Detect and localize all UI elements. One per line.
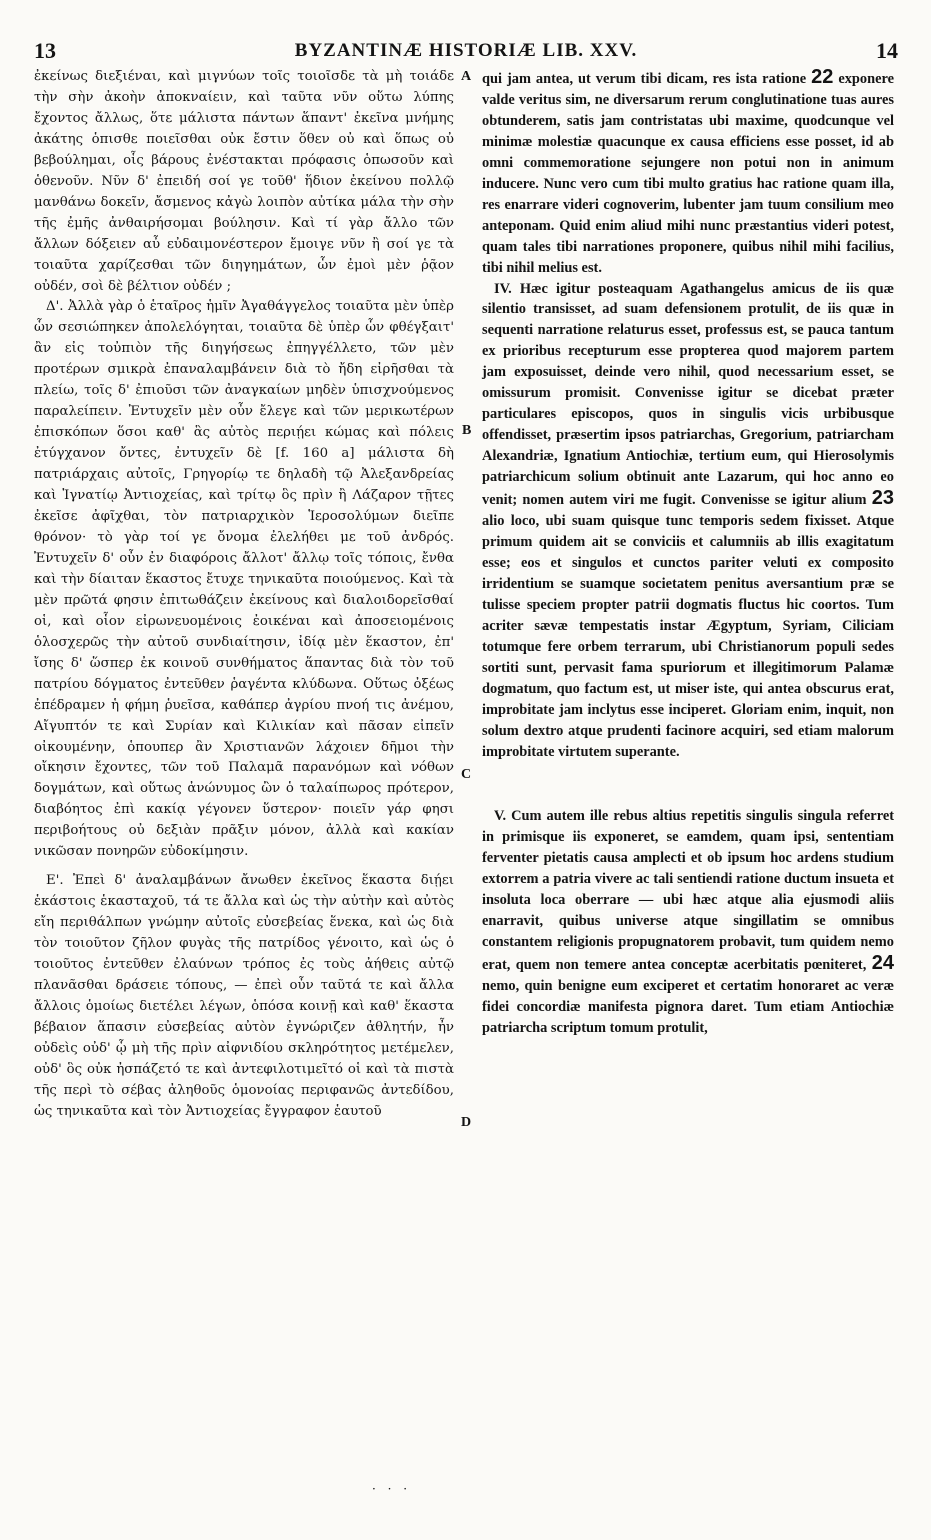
latin-paragraph-2-start: IV. Hæc igitur posteaquam Agathangelus amicus de iis quæ silentio transisset, ad suam defensionem protulit, de iis quæ in sequenti narratione relaturus esset, professus est, se pauca tantum ex prioribus recepturum esse propterea quod majorem partem jam exposuisset, deinde vero nihil, quod necessarium esset, se omissurum promisit. Convenisse igitur se dicebat præter particulares episcopos, quos in singulis vicis urbibusque offendisset, præsertim ipsos patriarchas, Gregorium, patriarcham Alexandriæ, Ignatium Antiochiæ, tertium eum, qui Hierosolymis patriarchicum solium obtinuit ante Lazarum, qui hoc anno eo venit; nomen autem viri me fugit. Convenisse se igitur alium bbox=[482, 280, 894, 509]
latin-paragraph-1-start: qui jam antea, ut verum tibi dicam, res ista ratione bbox=[482, 71, 807, 87]
footer-mark: · · · bbox=[372, 1482, 412, 1496]
greek-paragraph-3: Ε'. Ἐπεὶ δ' ἀναλαμβάνων ἄνωθεν ἐκεῖνος ἕκαστα διῄει ἑκάστοις ἑκασταχοῦ, τά τε ἄλλα καὶ ὡς τὴν αὐτὴν καὶ αὐτὸς εἴη περιθάλπων γνώμην αὐτοῖς εὐσεβείας ἕνεκα, καὶ ὡς διὰ τὸν τοιοῦτον ζῆλον φυγὰς τῆς πατρίδος γένοιτο, καὶ ὡς ὁ τοιοῦτος ἐντεῦθεν ἐλαύνων τρόπος ἐς τοὺς ἀήθεις αὐτῷ πλανᾶσθαι δράσειε τόπους, — ἐπεὶ οὖν ταῦτά τε καὶ ἄλλα ἄλλοις ὁμοίως διετέλει λέγων, ὁπόσα κοινῇ καὶ καθ' ἕκαστα βέβαιον ἅπασιν εὐσεβείας αὐτὸν ἐγνώριζεν ἀθλητήν, ἦν οὐδεὶς οὐδ' ᾧ μὴ τῆς πρὶν αἰφνιδίου σκληρότητος μετέμελεν, οὐδ' ὃς οὐκ ἠσπάζετό τε καὶ ἀντεφιλοτιμεῖτό οἱ καὶ τὰ πιστὰ τῆς περὶ τὸ σέβας ἀληθοῦς ὁμονοίας περιφανῶς ἀντεδίδου, ὡς τηνικαῦτα καὶ τὸν Ἀντιοχείας ἔγγραφον ἑαυτοῦ bbox=[34, 873, 454, 1119]
running-header bbox=[34, 38, 898, 64]
column-number-24: 24 bbox=[871, 952, 894, 975]
section-marker-d: D bbox=[461, 1115, 472, 1130]
latin-column bbox=[482, 67, 894, 1039]
latin-paragraph-1 bbox=[482, 67, 894, 279]
section-marker-c: C bbox=[461, 767, 472, 782]
page-number-right: 14 bbox=[876, 38, 898, 63]
latin-paragraph-3-start: V. Cum autem ille rebus altius repetitis singulis singula referret in primisque iis exponeret, se eamdem, quam ipsi, sententiam ferventer pietatis causa amplecti et ob ipsum hoc ardens studium extorrem a patria vivere ac tali sentiendi ratione ductum insueta et insoluta loca oberrare — ubi hæc atque alia ejusmodi aliis enarravit, quibus universe atque singillatim se omnibus constantem religionis propugnatorem probavit, tum quidem nemo erat, quem non temere antea conceptæ acerbitatis pœniteret, bbox=[482, 808, 894, 974]
column-number-22: 22 bbox=[811, 66, 834, 88]
greek-paragraph-1: ἐκείνως διεξιέναι, καὶ μιγνύων τοῖς τοιοῖσδε τὰ μὴ τοιάδε τὴν σὴν ἀκοὴν ἀποκναίειν, καὶ ταῦτα νῦν οὕτω λύπης ἔχοντος ἄλλως, ὅτε μάλιστα πάντων ἅπαντ' ἐκεῖνα μνήμης ἀκάτης ὁπισθε ποιεῖσθαι οὐκ ἔστιν ὅθεν οὐ καὶ ὅπως οὐ βεβούλημαι, οἷς βάρους ἐνέστακται πρόφασις ὁπωσοῦν καὶ ὁθενοῦν. Νῦν δ' ἐπειδή σοί γε τοῦθ' ἥδιον ἐκείνου πολλῷ μανθάνω δοκεῖν, ἄσμενος κἀγὼ λοιπὸν αὐτίκα μάλα τὴν σὴν τῆς ἐμῆς ἀνθαιρήσομαι βούλησιν. Καὶ τί γὰρ ἄλλο τῶν ἄλλων δόξειεν αὖ εὐδαιμονέστερον ἔμοιγε νῦν ἢ σοί γε τὰ τοιαῦτα χαρίζεσθαι τῶν διηγημάτων, ὧν ἐμοὶ μὲν ῥᾷον οὐδέν, σοὶ δὲ βέλτιον οὐδέν ; bbox=[34, 69, 454, 294]
greek-column bbox=[34, 67, 454, 1123]
latin-paragraph-1-end: exponere valde veritus sim, ne diversarum rerum conglutinatione tuas aures obtunderem, satis jam contristatas ubi maxime, quodcunque vel minimæ molestiæ quacunque ex causa efficiens esse posset, id ab omni commemoratione sejungere non potui non in animum inducere. Nunc vero cum tibi multo gratius hac ratione quam illa, res enarrare videri cognoverim, lubenter jam tuum consilium meo anteponam. Quid enim aliud mihi nunc præstantius videri potest, quam tales tibi narrationes proponere, quibus nihil mihi facilius, tibi nihil melius est. bbox=[482, 71, 894, 276]
section-marker-b: B bbox=[462, 423, 472, 438]
greek-paragraph-2: Δ'. Ἀλλὰ γὰρ ὁ ἑταῖρος ἡμῖν Ἀγαθάγγελος τοιαῦτα μὲν ὑπὲρ ὧν σεσιώπηκεν ἀπολελόγηται, τοιαῦτα δὲ ὑπὲρ ὧν φθέγξαιτ' ἂν εἰς τοὐπιὸν τῆς διηγήσεως ἐπηγγέλλετο, τῶν μὲν προτέρων σμικρὰ ἐπαναλαμβάνειν διὰ τὸ ἤδη εἰρῆσθαι τὰ πλείω, τοῖς δ' ἐπιοῦσι τῶν ἀναγκαίων μηδὲν ὑπισχνούμενος παραλείπειν. Ἐντυχεῖν μὲν οὖν ἔλεγε καὶ τῶν μερικωτέρων ἐπισκόπων ὅσοι καθ' ἃς αὐτὸς περιῄει κώμας καὶ πόλεις ἐτύγχανον ὄντες, ἐντυχεῖν δὲ [f. 160 a] μάλιστα δὴ πατριάρχαις αὐτοῖς, Γρηγορίῳ τε δηλαδὴ τῷ Ἀλεξανδρείας καὶ Ἰγνατίῳ Ἀντιοχείας, καὶ τρίτῳ ὃς πρὶν ἢ Λάζαρον τῇτες ἐκεῖσε ἀφῖχθαι, τὸν πατριαρχικὸν Ἱεροσολύμων διεῖπε θρόνον· τὸ γὰρ τοί γε ὄνομα ἐλελήθει με τοῦ ἀνδρός. Ἐντυχεῖν δ' οὖν ἐν διαφόροις ἄλλοτ' ἄλλῳ τοῖς τόποις, ἔνθα καὶ τὴν δίαιταν ἕκαστος ἔτυχε τηνικαῦτα ποιούμενος. Καὶ τὰ μὲν πρῶτά φησιν ἐπιτωθάζειν ἐκείνους καὶ διαλοιδορεῖσθαί οἱ, καὶ οἷον εἰρωνευομένοις ἐοικέναι καὶ ἀποσειομένοις ὁλοσχερῶς τὴν αὐτοῦ συνδιαίτησιν, ἰδίᾳ μὲν ἕκαστον, ἐπ' ἴσης δ' ὥσπερ ἐκ κοινοῦ συνθήματος ἅπαντας διὰ τὸν τοῦ πατρίου δόγματος ἐντεῦθεν ῥαγέντα κλύδωνα. Οὕτως ὀξέως ἐπέδραμεν ἡ φήμη ῥυεῖσα, καθάπερ ἀγρίου πνοή τις ἀνέμου, Αἴγυπτόν τε καὶ Συρίαν καὶ Κιλικίαν καὶ πᾶσαν εἰπεῖν οἰκουμένην, ὁπουπερ ἂν Χριστιανῶν λάχοιεν δῆμοι τὴν οἴκησιν ἔχοντες, τῶν τοῦ Παλαμᾶ παρανόμων καὶ νόθων δογμάτων, καὶ οὕτως ἀνώνυμος ὢν ὁ ταλαίπωρος πρότερον, διαβόητος ἐπὶ κακίᾳ γέγονεν ὕστερον· ποιεῖν γάρ φησι περιβοήτους οὐ δεξιὰν πρᾶξιν μόνον, ἀλλὰ καὶ κακίαν νικῶσαν πονηρῶν εὐδοκίμησιν. bbox=[34, 299, 454, 860]
page-number-left: 13 bbox=[34, 38, 56, 63]
running-title: BYZANTINÆ HISTORIÆ LIB. XXV. bbox=[294, 40, 638, 61]
latin-paragraph-3-end: nemo, quin benigne eum exciperet et certatim honoraret ac veræ fidei concordiæ manifesta pignora daret. Tum etiam Antiochiæ patriarcha scriptum tomum protulit, bbox=[482, 978, 894, 1036]
section-marker-a: A bbox=[461, 69, 472, 84]
latin-paragraph-3 bbox=[482, 806, 894, 1038]
latin-paragraph-2 bbox=[482, 279, 894, 763]
column-number-23: 23 bbox=[871, 487, 894, 510]
latin-paragraph-2-end: alio loco, ubi suam quisque tunc temporis sedem fixisset. Atque primum quidem ait se conviciis et calumniis ab illis exagitatum esse; eos et singulos et cunctos pariter veluti ex composito irridentium se suamque societatem penitus aversantium præ se tulisse speciem propter patrii dogmatis fluctus hic coortos. Tum acriter sævæ tempestatis instar Ægyptum, Syriam, Ciliciam totumque fere orbem terrarum, ubi Christianorum populi sedes sortiti sunt, pervasit fama spuriorum et illegitimorum Palamæ dogmatum, quo factum est, ut miser iste, qui antea obscurus erat, improbitate jam inclytus esse inciperet. Gloriam enim, inquit, non solum dextro atque prudenti facinore acquiri, sed etiam malorum improbitate virtutem superante. bbox=[482, 513, 894, 760]
